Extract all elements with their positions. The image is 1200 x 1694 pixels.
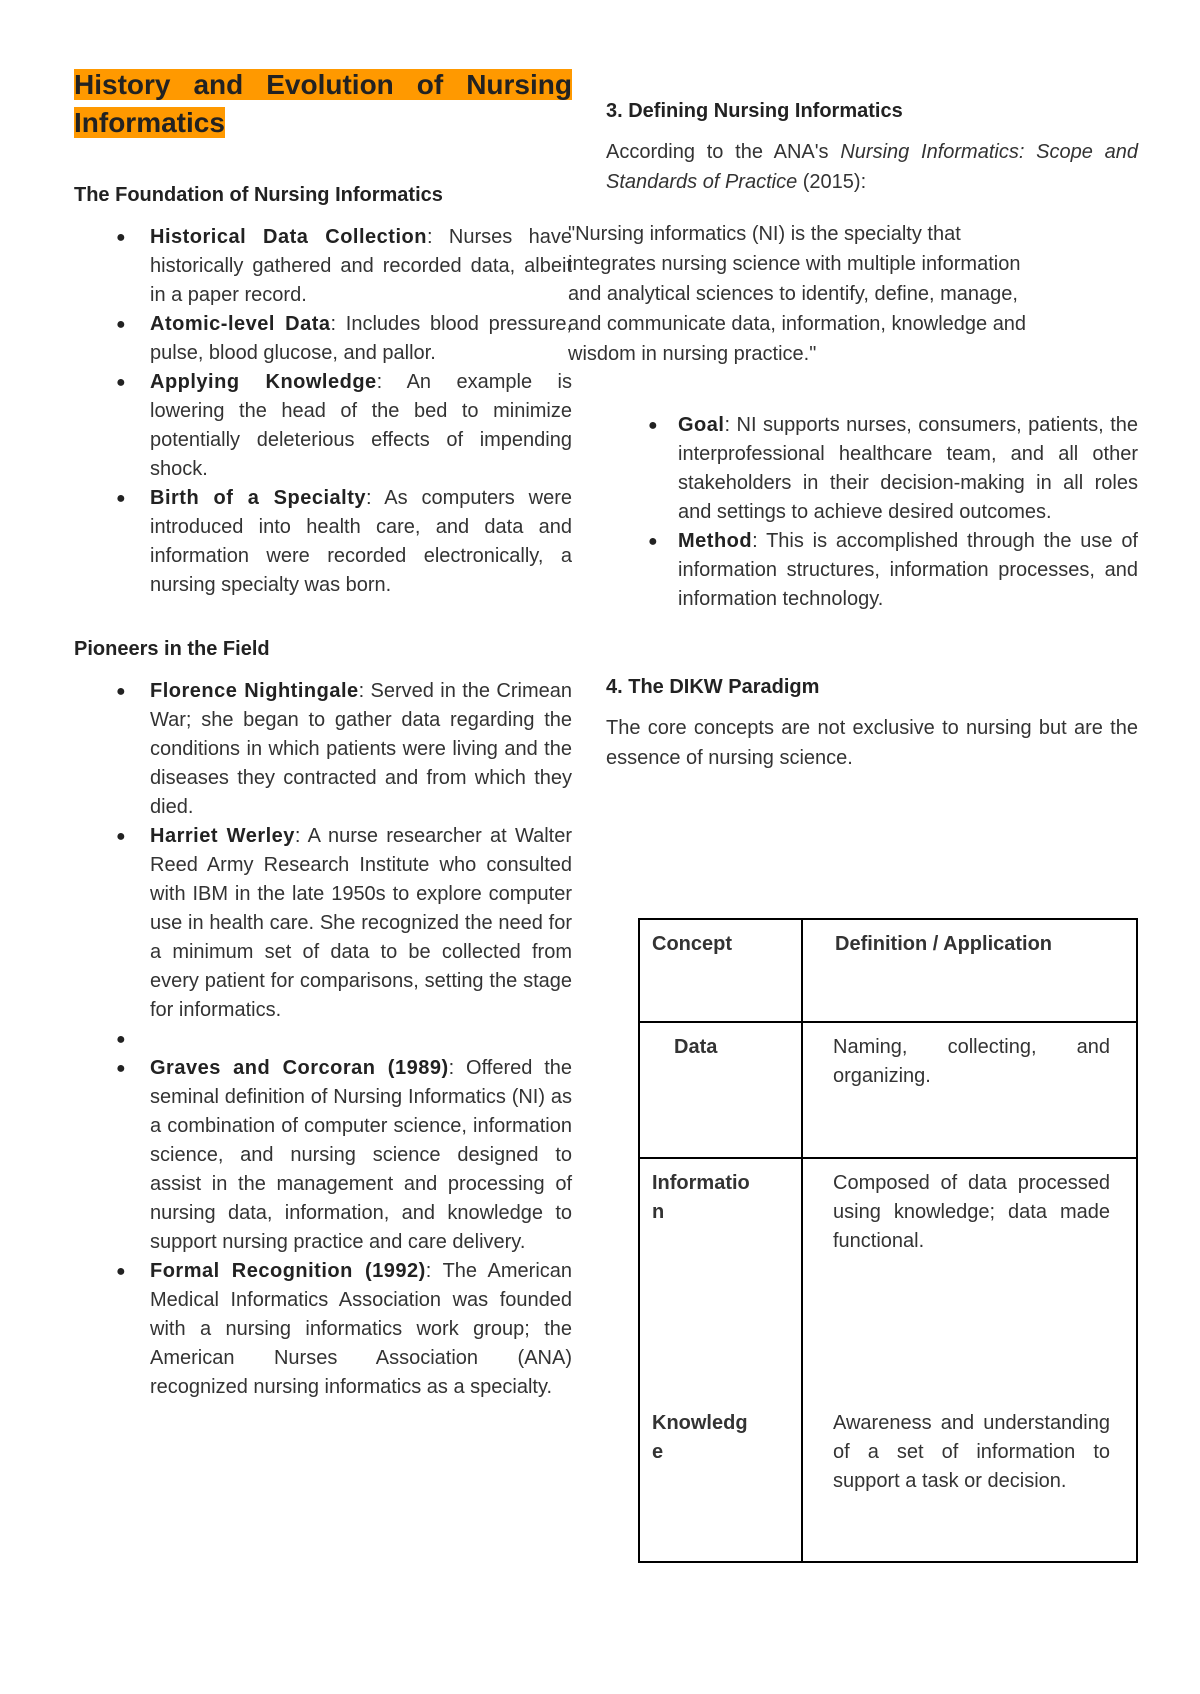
bullet-icon: ● bbox=[116, 374, 126, 391]
bullet-icon: ● bbox=[648, 533, 658, 550]
bullet-icon: ● bbox=[116, 316, 126, 333]
list-item: ● Applying Knowledge: An example is lowering the head of the bed to minimize potentially deleterious effects of impending shock. bbox=[150, 368, 572, 484]
list-item: ● Method: This is accomplished through the use of information structures, information processes, and information technology. bbox=[678, 527, 1138, 614]
list-item: ● Goal: NI supports nurses, consumers, patients, the interprofessional healthcare team, and all other stakeholders in their decision-making in all roles and settings to achieve desired outcomes. bbox=[678, 411, 1138, 527]
bullet-icon: ● bbox=[648, 417, 658, 434]
document-title: History and Evolution of Nursing Informatics bbox=[74, 69, 572, 138]
header-concept: Concept bbox=[639, 919, 802, 1022]
bullet-icon: ● bbox=[116, 490, 126, 507]
table-header-row bbox=[639, 919, 1137, 1022]
defining-list bbox=[648, 411, 1138, 614]
bullet-icon: ● bbox=[116, 1060, 126, 1077]
foundation-list bbox=[116, 223, 573, 600]
bullet-icon: ● bbox=[116, 1263, 126, 1280]
bullet-icon: ● bbox=[116, 828, 126, 845]
list-item: ● Historical Data Collection: Nurses have historically gathered and recorded data, albeit in a paper record. bbox=[150, 223, 572, 310]
header-definition: Definition / Application bbox=[802, 919, 1137, 1022]
defining-heading: 3. Defining Nursing Informatics bbox=[606, 100, 903, 122]
table-row bbox=[639, 1158, 1137, 1562]
bullet-icon: ● bbox=[116, 683, 126, 700]
concept-cell: Data bbox=[639, 1022, 802, 1158]
left-column bbox=[74, 66, 572, 1402]
list-item: ● Harriet Werley: A nurse researcher at Walter Reed Army Research Institute who consulted with IBM in the late 1950s to explore computer use in health care. She recognized the need for a minimum set of data to be collected from every patient for comparisons, setting the stage for informatics. bbox=[150, 822, 572, 1025]
list-item: ● Graves and Corcoran (1989): Offered the seminal definition of Nursing Informatics (NI) as a combination of computer science, information science, and nursing science designed to assist in the management and processing of nursing data, information, and knowledge to support nursing practice and care delivery. bbox=[150, 1054, 572, 1257]
pioneers-list bbox=[116, 677, 573, 1402]
ni-definition-quote: "Nursing informatics (NI) is the specialty that integrates nursing science with multiple information and analytical sciences to identify, define, manage, and communicate data, information, knowledge and wisdom in nursing practice." bbox=[568, 223, 1027, 365]
list-item: ● Atomic-level Data: Includes blood pressure, pulse, blood glucose, and pallor. bbox=[150, 310, 572, 368]
list-item: ● Formal Recognition (1992): The American Medical Informatics Association was founded with a nursing informatics work group; the American Nurses Association (ANA) recognized nursing informatics as a specialty. bbox=[150, 1257, 572, 1402]
right-column bbox=[568, 100, 1139, 773]
bullet-icon: ● bbox=[116, 1031, 126, 1048]
bullet-icon: ● bbox=[116, 229, 126, 246]
foundation-heading: The Foundation of Nursing Informatics bbox=[74, 184, 443, 206]
empty-list-item bbox=[116, 1025, 572, 1054]
dikw-table bbox=[638, 918, 1138, 1563]
list-item: ● Florence Nightingale: Served in the Crimean War; she began to gather data regarding the conditions in which patients were living and the diseases they contracted and from which they died. bbox=[150, 677, 572, 822]
pioneers-heading: Pioneers in the Field bbox=[74, 638, 270, 660]
table-row bbox=[639, 1022, 1137, 1158]
dikw-intro: The core concepts are not exclusive to nursing but are the essence of nursing science. bbox=[606, 717, 1138, 769]
defining-intro: According to the ANA's Nursing Informatics: Scope and Standards of Practice (2015): bbox=[606, 141, 1139, 193]
definition-cell: Composed of data processed using knowledge; data made functional. Awareness and understanding of a set of information to support a task or decision. bbox=[802, 1158, 1137, 1562]
list-item: ● Birth of a Specialty: As computers were introduced into health care, and data and information were recorded electronically, a nursing specialty was born. bbox=[150, 484, 572, 600]
concept-cell: Information Knowledge bbox=[639, 1158, 802, 1562]
definition-cell: Naming, collecting, and organizing. bbox=[802, 1022, 1137, 1158]
dikw-heading: 4. The DIKW Paradigm bbox=[606, 676, 820, 698]
